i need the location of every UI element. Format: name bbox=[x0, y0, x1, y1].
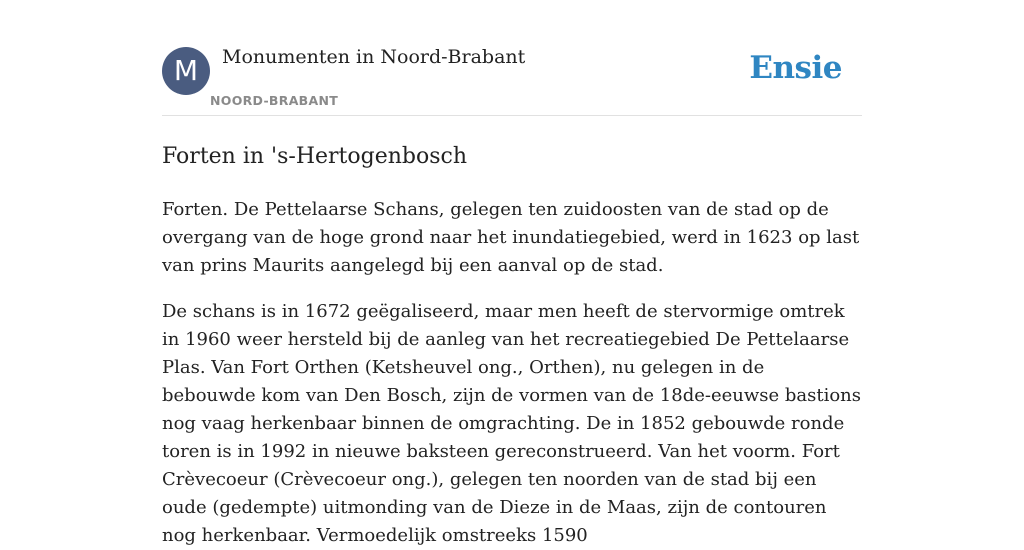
source-title[interactable]: Monumenten in Noord-Brabant bbox=[222, 46, 526, 68]
article-title: Forten in 's-Hertogenbosch bbox=[162, 144, 468, 169]
article-body bbox=[162, 196, 862, 550]
content-container bbox=[162, 0, 862, 550]
article-paragraph: Forten. De Pettelaarse Schans, gelegen ten zuidoosten van de stad op de overgang van de hoge grond naar het inundatiegebied, werd in 1623 op last van prins Maurits aangelegd bij een aanval op de stad. bbox=[162, 199, 860, 276]
category-label[interactable]: NOORD-BRABANT bbox=[210, 93, 339, 108]
article-paragraph: De schans is in 1672 geëgaliseerd, maar men heeft de stervormige omtrek in 1960 weer hersteld bij de aanleg van het recreatiegebied De Pettelaarse Plas. Van Fort Orthen (Ketsheuvel ong., Orthen), nu gelegen in de bebouwde kom van Den Bosch, zijn de vormen van de 18de-eeuwse bastions nog vaag herkenbaar binnen de omgrachting. De in 1852 gebouwde ronde toren is in 1992 in nieuwe baksteen gereconstrueerd. Van het voorm. Fort Crèvecoeur (Crèvecoeur ong.), gelegen ten noorden van de stad bij een oude (gedempte) uitmonding van de Dieze in de Maas, zijn de contouren nog herkenbaar. Vermoedelijk omstreeks 1590 bbox=[162, 301, 862, 546]
avatar[interactable]: M bbox=[162, 47, 210, 95]
ensie-logo[interactable]: Ensie bbox=[749, 50, 842, 86]
header bbox=[162, 0, 862, 116]
